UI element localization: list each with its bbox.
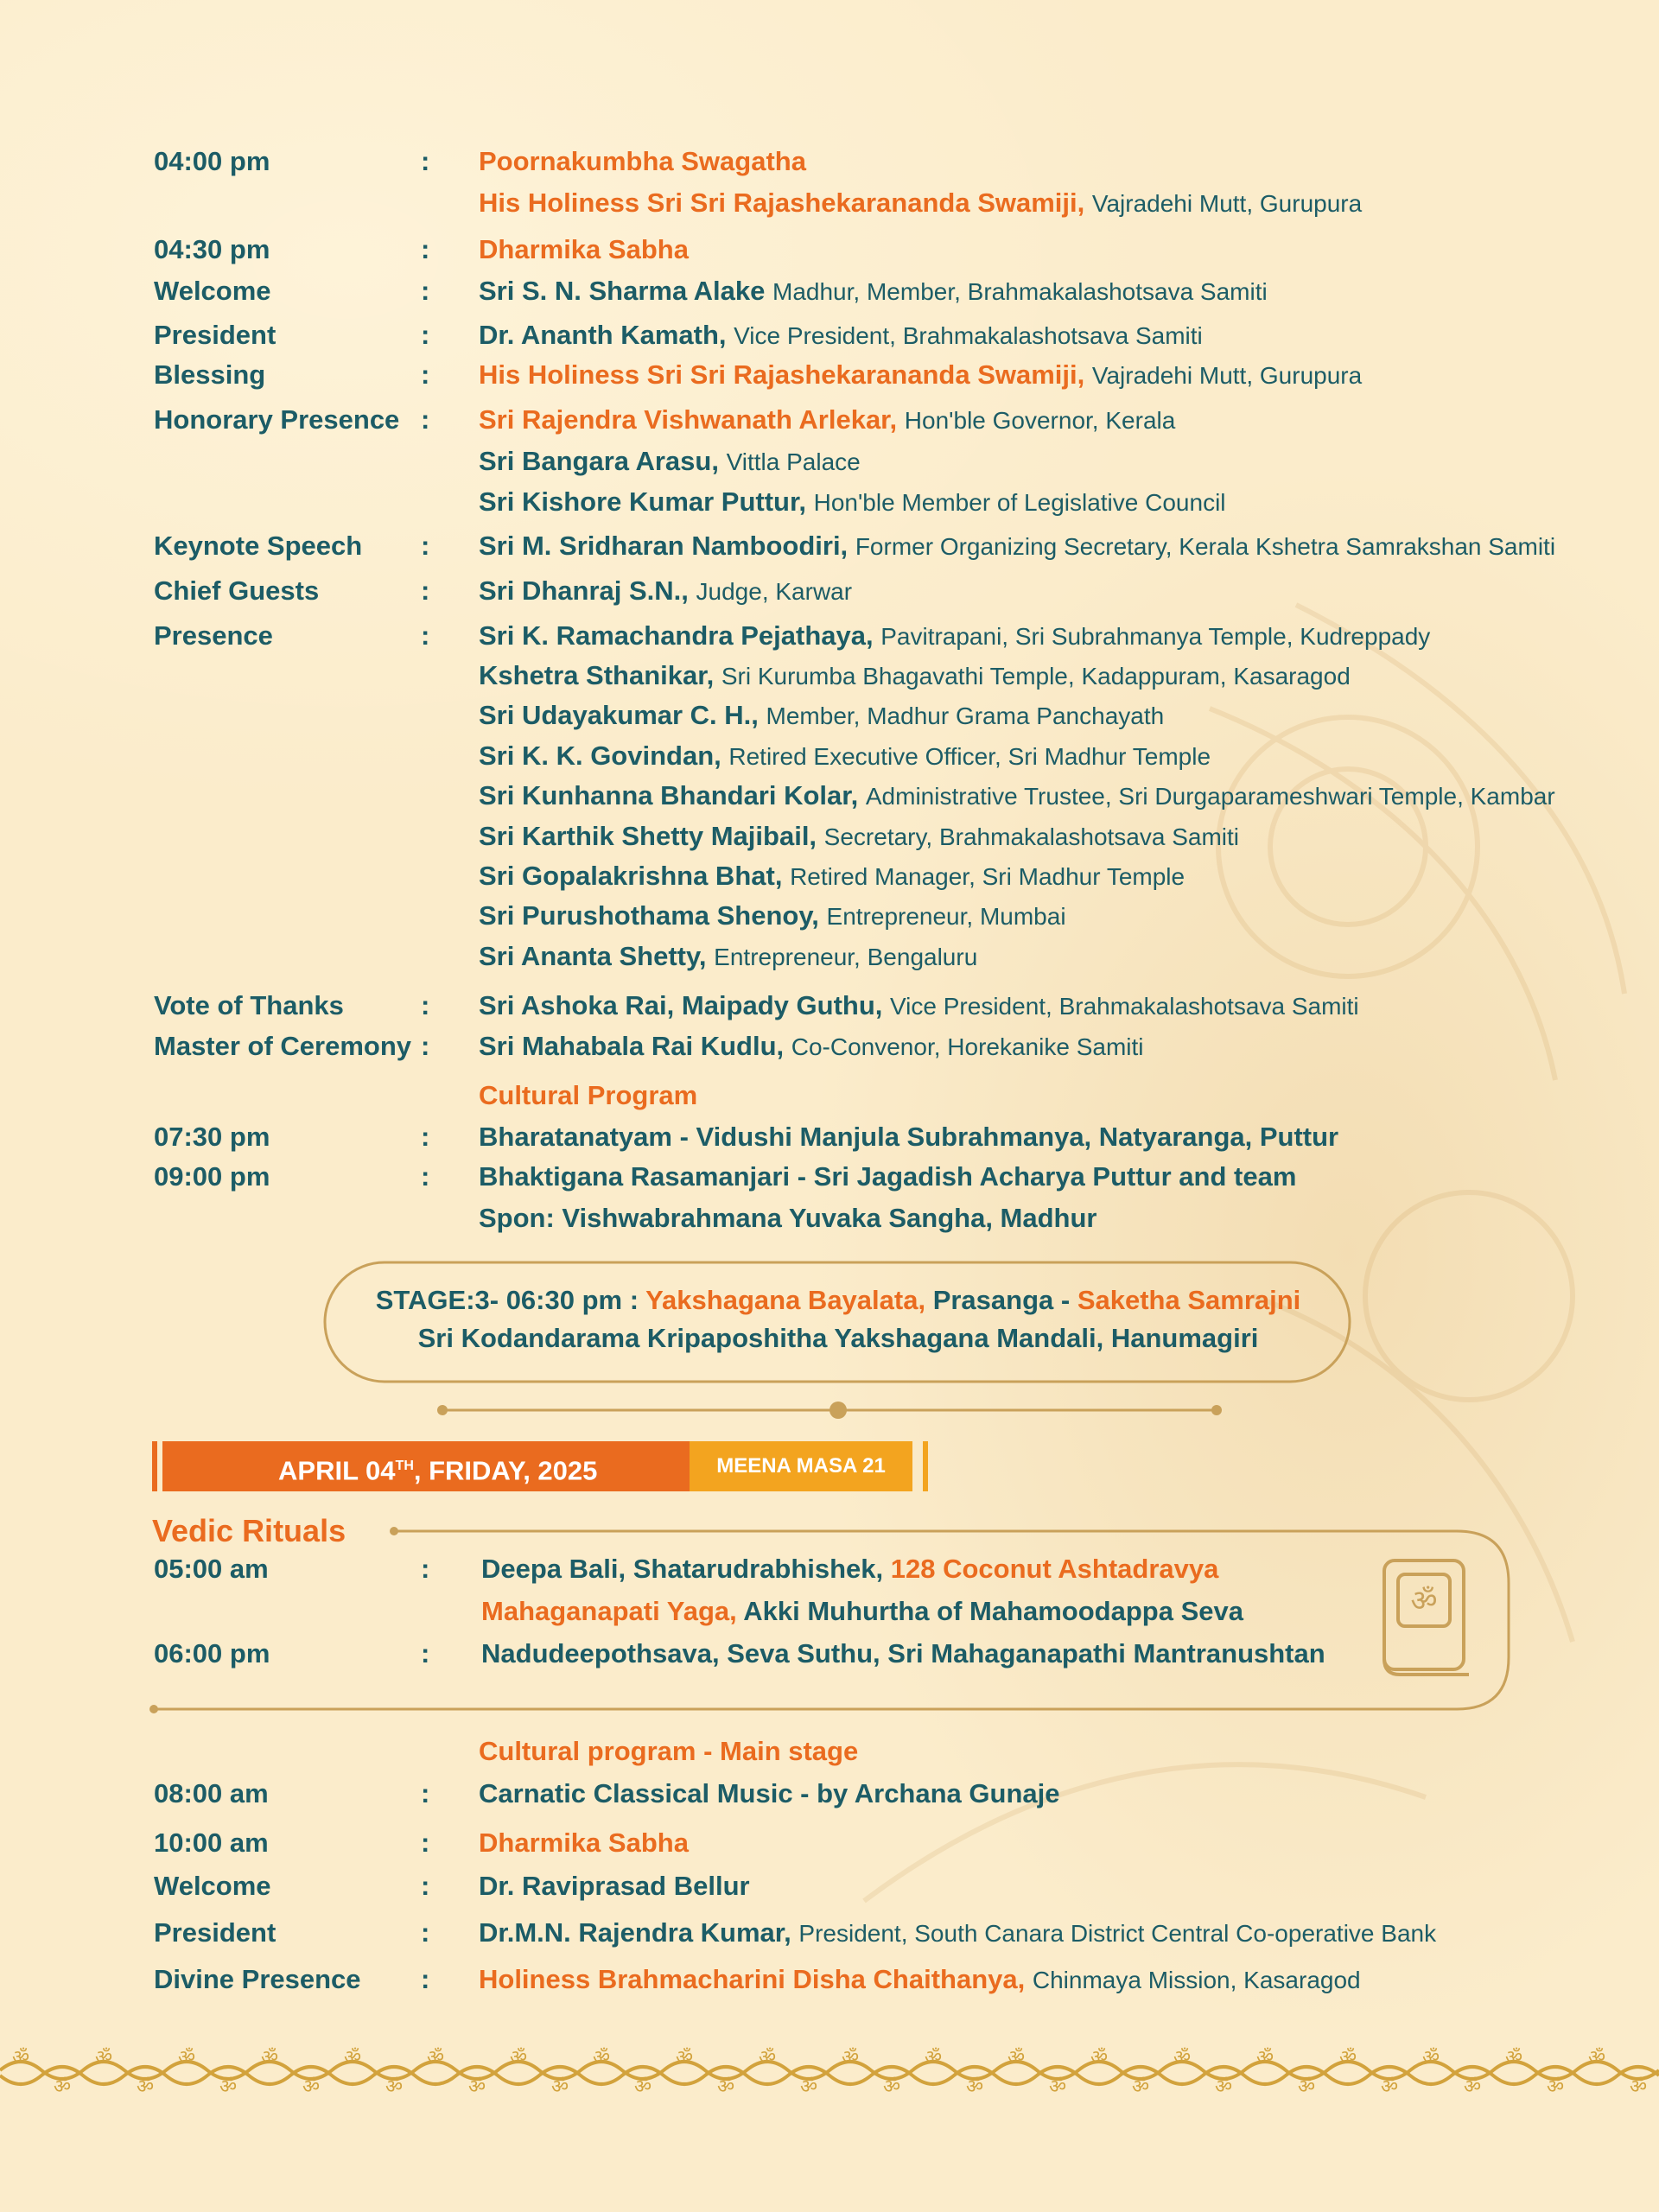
row-label: Divine Presence bbox=[154, 1964, 361, 1994]
schedule-row bbox=[0, 1026, 1659, 1067]
row-desc: Hon'ble Governor, Kerala bbox=[904, 407, 1176, 434]
row-label: 05:00 am bbox=[154, 1554, 269, 1584]
vedic-text: Deepa Bali, Shatarudrabhishek, bbox=[481, 1554, 891, 1584]
row-colon: : bbox=[421, 1161, 430, 1192]
row-desc: Administrative Trustee, Sri Durgaparameshwari Temple, Kambar bbox=[865, 783, 1555, 810]
schedule-row bbox=[0, 735, 1659, 777]
row-label: President bbox=[154, 1917, 276, 1948]
date-suffix: , FRIDAY, 2025 bbox=[413, 1455, 598, 1486]
row-colon: : bbox=[421, 1871, 430, 1901]
row-desc: Secretary, Brahmakalashotsava Samiti bbox=[823, 823, 1240, 850]
row-name: Dharmika Sabha bbox=[479, 234, 689, 264]
masa-label: MEENA MASA 21 bbox=[690, 1441, 912, 1491]
om-glyph-icon: ॐ bbox=[1504, 2047, 1523, 2069]
om-glyph-icon: ॐ bbox=[1297, 2076, 1316, 2098]
row-label: Master of Ceremony bbox=[154, 1031, 412, 1061]
row-label: President bbox=[154, 320, 276, 350]
row-name: Sri Bangara Arasu, bbox=[479, 446, 719, 476]
row-label: 04:30 pm bbox=[154, 234, 270, 264]
row-name: Bhaktigana Rasamanjari - Sri Jagadish Acharya Puttur and team bbox=[479, 1161, 1297, 1192]
row-label: 04:00 pm bbox=[154, 146, 270, 176]
row-desc: Retired Executive Officer, Sri Madhur Temple bbox=[728, 743, 1211, 770]
om-glyph-icon: ॐ bbox=[1587, 2047, 1606, 2069]
stage-prefix: STAGE:3- 06:30 pm : bbox=[375, 1285, 646, 1315]
row-name: Dr. Raviprasad Bellur bbox=[479, 1871, 750, 1901]
ornamental-divider bbox=[437, 1402, 1222, 1419]
om-glyph-icon: ॐ bbox=[1421, 2047, 1440, 2069]
schedule-row bbox=[0, 1116, 1659, 1158]
row-desc: Vice President, Brahmakalashotsava Samiti bbox=[890, 993, 1359, 1020]
row-desc: Entrepreneur, Bengaluru bbox=[714, 944, 978, 970]
row-name: Sri Kishore Kumar Puttur, bbox=[479, 486, 806, 517]
row-label: 08:00 am bbox=[154, 1778, 269, 1808]
om-glyph-icon: ॐ bbox=[302, 2076, 321, 2098]
om-glyph-icon: ॐ bbox=[385, 2076, 404, 2098]
row-colon: : bbox=[421, 359, 430, 390]
schedule-row bbox=[0, 1959, 1659, 2000]
om-glyph-icon: ॐ bbox=[1048, 2076, 1067, 2098]
date-bar bbox=[152, 1441, 928, 1491]
row-desc: Madhur, Member, Brahmakalashotsava Samiti bbox=[772, 278, 1268, 305]
vedic-highlight: Mahaganapati Yaga, bbox=[481, 1596, 737, 1626]
schedule-row bbox=[0, 1822, 1659, 1864]
om-glyph-icon: ॐ bbox=[1131, 2076, 1150, 2098]
om-border bbox=[0, 2047, 1659, 2098]
row-label: Vote of Thanks bbox=[154, 990, 344, 1020]
row-name: Sri M. Sridharan Namboodiri, bbox=[479, 531, 849, 561]
om-glyph-icon: ॐ bbox=[219, 2076, 238, 2098]
schedule-row bbox=[0, 1773, 1659, 1815]
om-glyph-icon: ॐ bbox=[758, 2047, 777, 2069]
schedule-row bbox=[0, 615, 1659, 657]
row-colon: : bbox=[421, 1964, 430, 1994]
row-colon: : bbox=[421, 1827, 430, 1858]
vedic-text: Akki Muhurtha of Mahamoodappa Seva bbox=[736, 1596, 1243, 1626]
row-colon: : bbox=[421, 1638, 430, 1669]
row-colon: : bbox=[421, 146, 430, 176]
row-name: Carnatic Classical Music - by Archana Gunaje bbox=[479, 1778, 1060, 1808]
row-colon: : bbox=[421, 404, 430, 435]
schedule-row bbox=[0, 229, 1659, 270]
row-name: Cultural Program bbox=[479, 1080, 698, 1110]
row-label: Welcome bbox=[154, 276, 271, 306]
om-glyph-icon: ॐ bbox=[509, 2047, 528, 2069]
schedule-row bbox=[0, 399, 1659, 441]
vedic-text: Nadudeepothsava, Seva Suthu, Sri Mahaganapathi Mantranushtan bbox=[481, 1638, 1325, 1669]
row-label: 09:00 pm bbox=[154, 1161, 270, 1192]
row-desc: Hon'ble Member of Legislative Council bbox=[813, 489, 1226, 516]
svg-text:ॐ: ॐ bbox=[1410, 1584, 1438, 1618]
date-day: APRIL 04 bbox=[278, 1455, 396, 1486]
row-colon: : bbox=[421, 620, 430, 651]
om-glyph-icon: ॐ bbox=[716, 2076, 735, 2098]
row-desc: Entrepreneur, Mumbai bbox=[826, 903, 1066, 930]
schedule-row bbox=[0, 441, 1659, 482]
om-glyph-icon: ॐ bbox=[965, 2076, 984, 2098]
row-desc: Co-Convenor, Horekanike Samiti bbox=[791, 1033, 1144, 1060]
row-name: Sri K. Ramachandra Pejathaya, bbox=[479, 620, 874, 651]
stage-event: Yakshagana Bayalata, bbox=[645, 1285, 926, 1315]
schedule-row bbox=[0, 525, 1659, 567]
om-glyph-icon: ॐ bbox=[550, 2076, 569, 2098]
stage-line-2: Sri Kodandarama Kripaposhitha Yakshagana Mandali, Hanumagiri bbox=[417, 1323, 1259, 1353]
schedule-row bbox=[0, 775, 1659, 817]
om-glyph-icon: ॐ bbox=[592, 2047, 611, 2069]
row-label: 06:00 pm bbox=[154, 1638, 270, 1669]
row-name: Bharatanatyam - Vidushi Manjula Subrahmanya, Natyaranga, Puttur bbox=[479, 1122, 1339, 1152]
row-name: Sri Rajendra Vishwanath Arlekar, bbox=[479, 404, 898, 435]
row-name: Sri Ashoka Rai, Maipady Guthu, bbox=[479, 990, 883, 1020]
row-desc: Vittla Palace bbox=[726, 448, 861, 475]
row-name: Dr. Ananth Kamath, bbox=[479, 320, 727, 350]
schedule-row bbox=[0, 816, 1659, 857]
date-bar-edge-left bbox=[152, 1441, 157, 1491]
om-glyph-icon: ॐ bbox=[799, 2076, 818, 2098]
row-name: Kshetra Sthanikar, bbox=[479, 660, 715, 690]
row-name: Sri K. K. Govindan, bbox=[479, 741, 721, 771]
row-label: Chief Guests bbox=[154, 575, 320, 606]
row-colon: : bbox=[421, 234, 430, 264]
om-glyph-icon: ॐ bbox=[882, 2076, 901, 2098]
om-glyph-icon: ॐ bbox=[1629, 2076, 1648, 2098]
stage-title: Saketha Samrajni bbox=[1077, 1285, 1301, 1315]
row-name: Sri Kunhanna Bhandari Kolar, bbox=[479, 780, 859, 810]
row-label: Honorary Presence bbox=[154, 404, 400, 435]
om-glyph-icon: ॐ bbox=[53, 2076, 72, 2098]
om-glyph-icon: ॐ bbox=[675, 2047, 694, 2069]
schedule-row bbox=[0, 695, 1659, 736]
vedic-row bbox=[0, 1548, 1659, 1590]
row-desc: Vice President, Brahmakalashotsava Samiti bbox=[734, 322, 1203, 349]
schedule-row bbox=[0, 182, 1659, 224]
om-glyph-icon: ॐ bbox=[426, 2047, 445, 2069]
om-glyph-icon: ॐ bbox=[260, 2047, 279, 2069]
om-glyph-icon: ॐ bbox=[177, 2047, 196, 2069]
row-colon: : bbox=[421, 276, 430, 306]
om-glyph-icon: ॐ bbox=[924, 2047, 943, 2069]
row-desc: Vajradehi Mutt, Gurupura bbox=[1091, 190, 1363, 217]
vedic-title: Vedic Rituals bbox=[152, 1513, 346, 1548]
om-glyph-icon: ॐ bbox=[11, 2047, 30, 2069]
om-glyph-icon: ॐ bbox=[1338, 2047, 1357, 2069]
om-glyph-icon: ॐ bbox=[1463, 2076, 1482, 2098]
row-desc: Vajradehi Mutt, Gurupura bbox=[1091, 362, 1363, 389]
om-glyph-icon: ॐ bbox=[1090, 2047, 1109, 2069]
om-glyph-icon: ॐ bbox=[1380, 2076, 1399, 2098]
om-glyph-icon: ॐ bbox=[136, 2076, 155, 2098]
vedic-row bbox=[0, 1633, 1659, 1675]
row-name: Cultural program - Main stage bbox=[479, 1736, 859, 1766]
row-label: Welcome bbox=[154, 1871, 271, 1901]
row-name: Dharmika Sabha bbox=[479, 1827, 689, 1858]
row-name: Sri Mahabala Rai Kudlu, bbox=[479, 1031, 785, 1061]
row-colon: : bbox=[421, 1778, 430, 1808]
row-name: His Holiness Sri Sri Rajashekarananda Swamiji, bbox=[479, 359, 1085, 390]
row-colon: : bbox=[421, 531, 430, 561]
schedule-row bbox=[0, 1912, 1659, 1954]
om-glyph-icon: ॐ bbox=[343, 2047, 362, 2069]
row-colon: : bbox=[421, 320, 430, 350]
row-colon: : bbox=[421, 990, 430, 1020]
row-name: Dr.M.N. Rajendra Kumar, bbox=[479, 1917, 791, 1948]
row-label: Presence bbox=[154, 620, 273, 651]
schedule-row bbox=[0, 855, 1659, 897]
om-glyph-icon: ॐ bbox=[1007, 2047, 1026, 2069]
row-name: His Holiness Sri Sri Rajashekarananda Swamiji, bbox=[479, 188, 1085, 218]
row-desc: Member, Madhur Grama Panchayath bbox=[766, 702, 1165, 729]
row-colon: : bbox=[421, 1122, 430, 1152]
schedule-row bbox=[0, 315, 1659, 356]
schedule-row bbox=[0, 985, 1659, 1027]
row-label: Keynote Speech bbox=[154, 531, 363, 561]
row-colon: : bbox=[421, 575, 430, 606]
row-desc: Chinmaya Mission, Kasaragod bbox=[1032, 1967, 1361, 1993]
schedule-row bbox=[0, 1156, 1659, 1198]
schedule-row bbox=[0, 1075, 1659, 1116]
row-name: Spon: Vishwabrahmana Yuvaka Sangha, Madhur bbox=[479, 1203, 1097, 1233]
stage-mid: Prasanga - bbox=[925, 1285, 1077, 1315]
om-glyph-icon: ॐ bbox=[1546, 2076, 1565, 2098]
row-colon: : bbox=[421, 1031, 430, 1061]
vedic-highlight: 128 Coconut Ashtadravya bbox=[890, 1554, 1219, 1584]
row-colon: : bbox=[421, 1917, 430, 1948]
date-bar-edge-right bbox=[923, 1441, 928, 1491]
schedule-row bbox=[0, 936, 1659, 977]
schedule-row bbox=[0, 655, 1659, 696]
schedule-row bbox=[0, 895, 1659, 937]
schedule-row bbox=[0, 570, 1659, 612]
row-colon: : bbox=[421, 1554, 430, 1584]
stage-line-1 bbox=[328, 1282, 1348, 1319]
row-desc: Former Organizing Secretary, Kerala Kshetra Samrakshan Samiti bbox=[855, 533, 1556, 560]
schedule-row bbox=[0, 481, 1659, 523]
row-name: Sri Ananta Shetty, bbox=[479, 941, 707, 971]
om-glyph-icon: ॐ bbox=[467, 2076, 486, 2098]
row-name: Sri Udayakumar C. H., bbox=[479, 700, 759, 730]
row-name: Sri Karthik Shetty Majibail, bbox=[479, 821, 817, 851]
row-name: Sri Dhanraj S.N., bbox=[479, 575, 689, 606]
row-desc: Pavitrapani, Sri Subrahmanya Temple, Kudreppady bbox=[880, 623, 1431, 650]
om-glyph-icon: ॐ bbox=[841, 2047, 860, 2069]
date-superscript: TH bbox=[395, 1459, 414, 1473]
schedule-row bbox=[0, 354, 1659, 396]
row-name: Sri S. N. Sharma Alake bbox=[479, 276, 766, 306]
row-name: Poornakumbha Swagatha bbox=[479, 146, 806, 176]
schedule-row bbox=[0, 1198, 1659, 1239]
row-label: 07:30 pm bbox=[154, 1122, 270, 1152]
om-glyph-icon: ॐ bbox=[1173, 2047, 1192, 2069]
row-label: Blessing bbox=[154, 359, 266, 390]
row-name: Sri Gopalakrishna Bhat, bbox=[479, 861, 783, 891]
row-name: Sri Purushothama Shenoy, bbox=[479, 900, 819, 931]
row-label: 10:00 am bbox=[154, 1827, 269, 1858]
row-desc: President, South Canara District Central Co-operative Bank bbox=[798, 1920, 1437, 1947]
schedule-row bbox=[0, 1731, 1659, 1772]
row-desc: Retired Manager, Sri Madhur Temple bbox=[790, 863, 1185, 890]
row-name: Holiness Brahmacharini Disha Chaithanya, bbox=[479, 1964, 1026, 1994]
om-glyph-icon: ॐ bbox=[1214, 2076, 1233, 2098]
om-glyph-icon: ॐ bbox=[633, 2076, 652, 2098]
om-glyph-icon: ॐ bbox=[1255, 2047, 1274, 2069]
row-desc: Judge, Karwar bbox=[696, 578, 853, 605]
om-glyph-icon: ॐ bbox=[94, 2047, 113, 2069]
schedule-row bbox=[0, 141, 1659, 182]
vedic-row bbox=[0, 1591, 1659, 1632]
schedule-row bbox=[0, 270, 1659, 312]
schedule-row bbox=[0, 1866, 1659, 1907]
row-desc: Sri Kurumba Bhagavathi Temple, Kadappuram, Kasaragod bbox=[721, 663, 1351, 690]
